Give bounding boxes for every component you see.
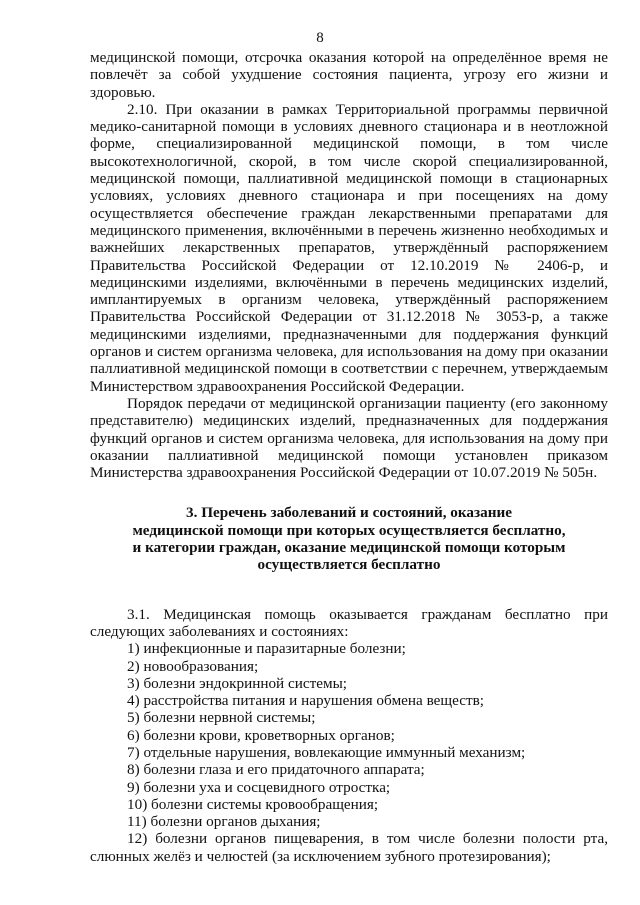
list-item: 1) инфекционные и паразитарные болезни; [127, 640, 406, 658]
paragraph-2-10: 2.10. При оказании в рамках Территориальной программы первичной медико-санитарной помощи в условиях дневного стационара и в неотложной форме, специализированной медицинской помощи, в том числе высокотехнологичной, скорой, в том числе скорой специализированной, медицинской помощи, паллиативной медицинской помощи в стационарных условиях, условиях дневного стационара и при посещениях на дому осуществляется обеспечение граждан лекарственными препаратами для медицинского применения, включёнными в перечень жизненно необходимых и важнейших лекарственных препаратов, утверждённый распоряжением Правительства Российской Федерации от 12.10.2019 № 2406-р, и медицинскими изделиями, включёнными в перечень медицинских изделий, имплантируемых в организм человека, утверждённый распоряжением Правительства Российской Федерации от 31.12.2018 № 3053-р, а также медицинскими изделиями, предназначенными для поддержания функций органов и систем организма человека, для использования на дому при оказании паллиативной медицинской помощи в соответствии с перечнем, утверждаемым Министерством здравоохранения Российской Федерации. [90, 100, 608, 395]
paragraph-transfer-order: Порядок передачи от медицинской организации пациенту (его законному представителю) медицинских изделий, предназначенных для поддержания функций органов и систем организма человека, для использования на дому при оказании паллиативной медицинской помощи установлен приказом Министерства здравоохранения Российской Федерации от 10.07.2019 № 505н. [90, 394, 608, 482]
paragraph-3-1: 3.1. Медицинская помощь оказывается гражданам бесплатно при следующих заболеваниях и состояниях: [90, 605, 608, 640]
section-heading [90, 504, 608, 573]
list-item: 2) новообразования; [127, 657, 259, 675]
section-heading-line: осуществляется бесплатно [257, 556, 441, 574]
section-heading-line: 3. Перечень заболеваний и состояний, оказание [186, 504, 512, 522]
document-body [90, 49, 608, 865]
list-item: 3) болезни эндокринной системы; [127, 674, 347, 692]
section-heading-line: и категории граждан, оказание медицинской помощи которым [132, 539, 566, 557]
list-item: 5) болезни нервной системы; [127, 709, 316, 727]
list-item: 6) болезни крови, кроветворных органов; [127, 726, 395, 744]
section-heading-line: медицинской помощи при которых осуществляется бесплатно, [132, 521, 566, 539]
list-item: 4) расстройства питания и нарушения обмена веществ; [127, 692, 484, 710]
diseases-list [90, 640, 608, 865]
paragraph-continuation: медицинской помощи, отсрочка оказания которой на определённое время не повлечёт за собой ухудшение состояния пациента, угрозу его жизни и здоровью. [90, 49, 608, 101]
list-item: 10) болезни системы кровообращения; [127, 795, 379, 813]
list-item: 12) болезни органов пищеварения, в том числе болезни полости рта, слюнных желёз и челюстей (за исключением зубного протезирования); [90, 830, 608, 865]
list-item: 9) болезни уха и сосцевидного отростка; [127, 778, 391, 796]
list-item: 11) болезни органов дыхания; [127, 813, 321, 831]
list-item: 7) отдельные нарушения, вовлекающие иммунный механизм; [127, 743, 526, 761]
page-number: 8 [316, 30, 324, 46]
list-item: 8) болезни глаза и его придаточного аппарата; [127, 761, 425, 779]
